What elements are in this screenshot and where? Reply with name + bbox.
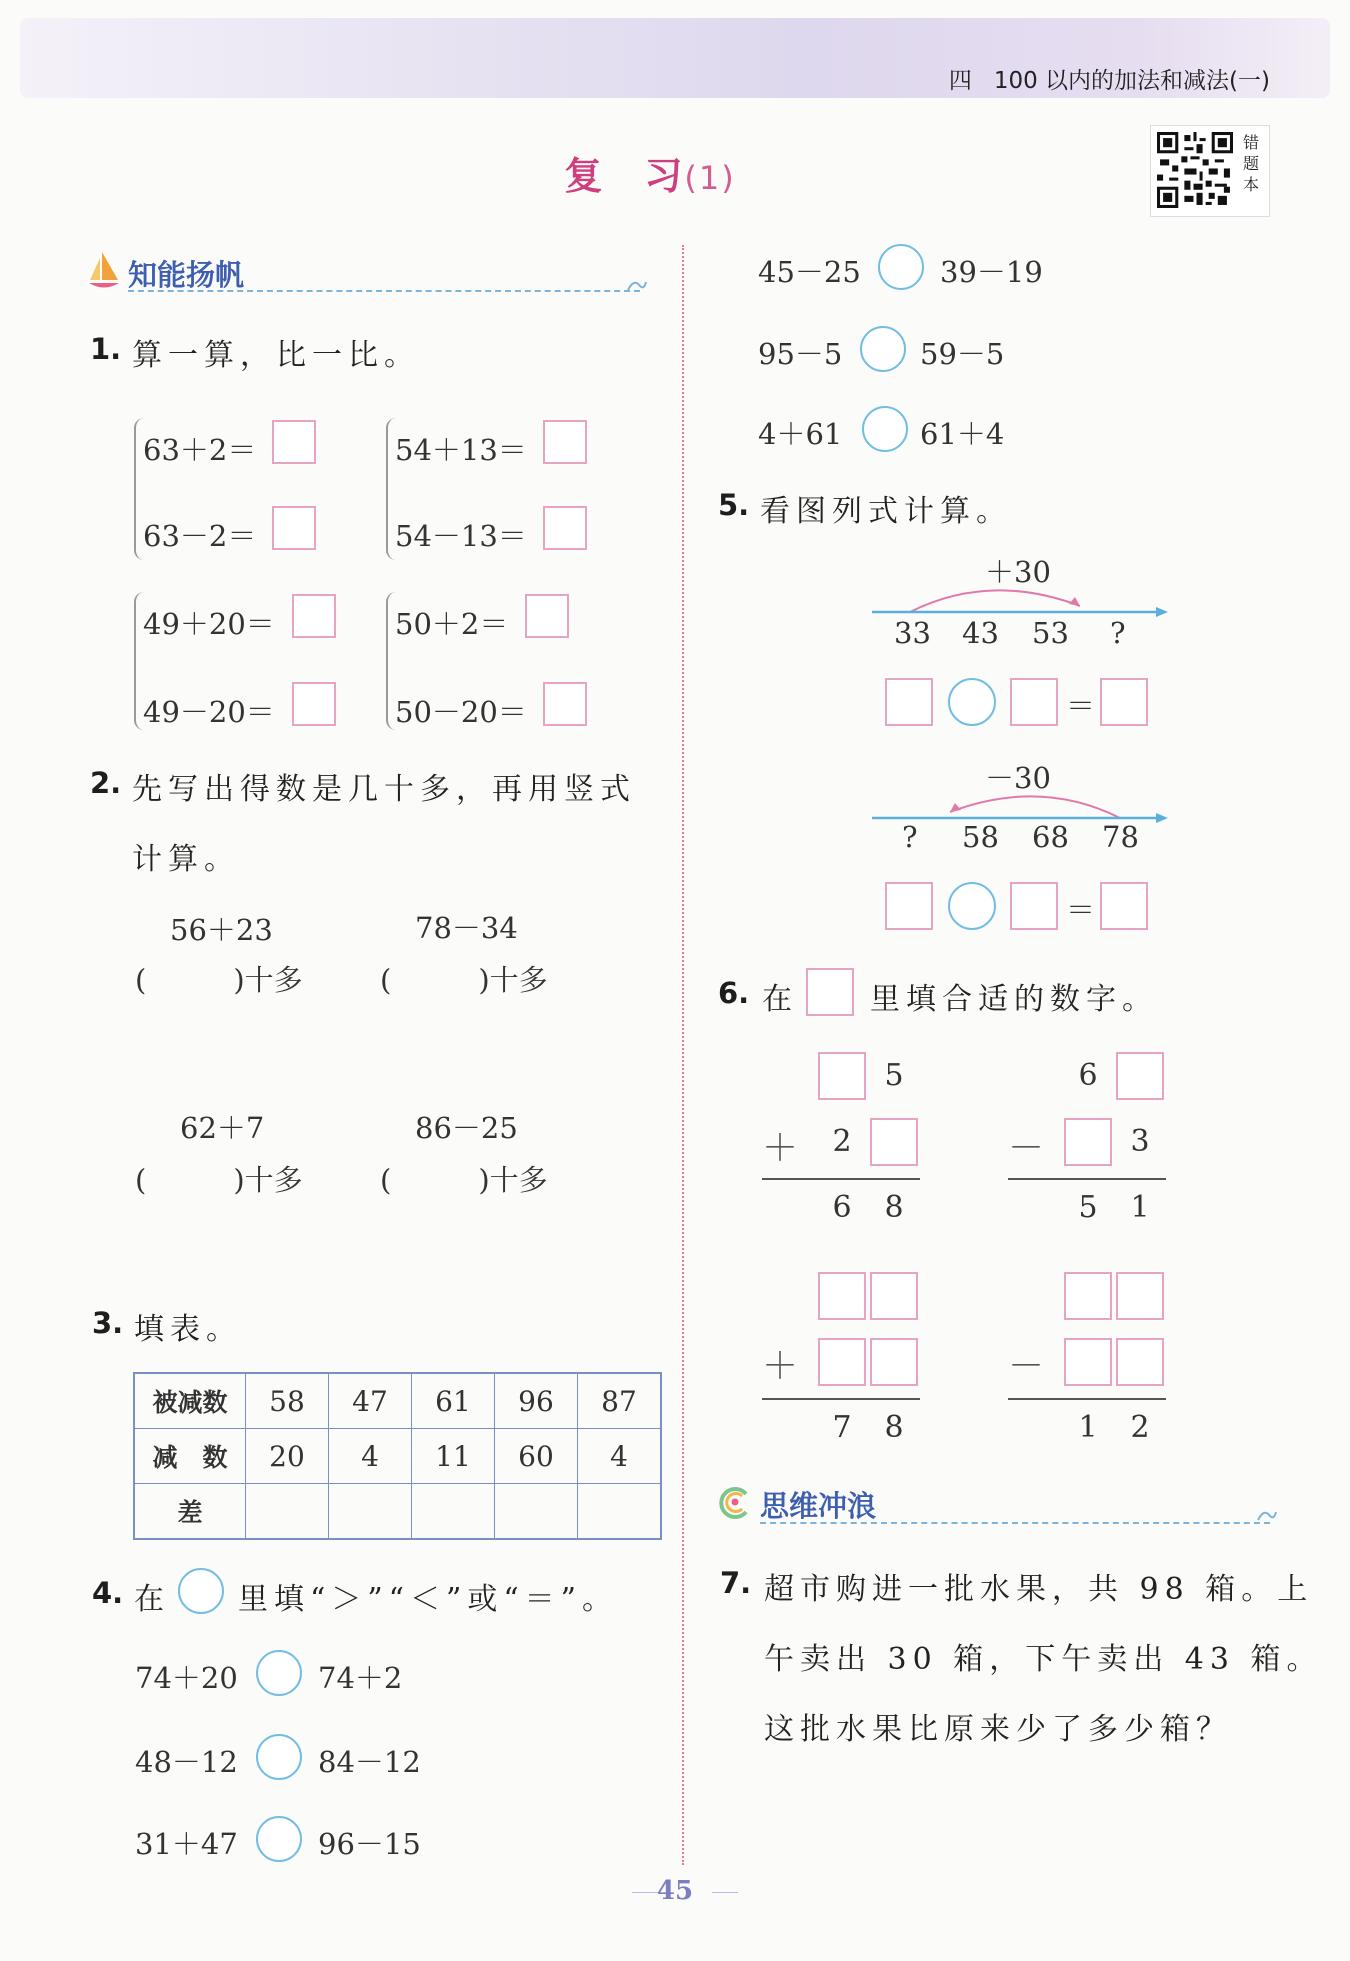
- answer-box[interactable]: [272, 506, 316, 550]
- digit-box[interactable]: [1064, 1338, 1112, 1386]
- subtraction-table: [133, 1372, 662, 1540]
- answer-box[interactable]: [885, 678, 933, 726]
- table-cell: 61: [412, 1373, 495, 1429]
- table-cell: 47: [329, 1373, 412, 1429]
- q4-left-expr: 48－12: [135, 1745, 238, 1779]
- digit-box[interactable]: [818, 1272, 866, 1320]
- compare-circle[interactable]: [256, 1816, 302, 1862]
- q7-number: 7.: [720, 1566, 752, 1600]
- table-answer-cell[interactable]: [412, 1484, 495, 1540]
- equals-sign: ＝: [1066, 689, 1096, 723]
- table-header: 差: [134, 1484, 246, 1540]
- operator-circle[interactable]: [948, 882, 996, 930]
- wave-icon: [626, 276, 648, 294]
- answer-box[interactable]: [272, 420, 316, 464]
- table-header: 减 数: [134, 1429, 246, 1484]
- operator-sign: ＋: [762, 1346, 799, 1387]
- q5-arc-label-2: －30: [985, 761, 1051, 795]
- wave-icon: [1256, 1506, 1278, 1524]
- q2-blank[interactable]: ( )十多: [380, 1163, 548, 1197]
- answer-box[interactable]: [292, 594, 336, 638]
- digit: 1: [1130, 1190, 1150, 1225]
- section-title-thinking: 思维冲浪: [760, 1489, 877, 1523]
- table-answer-cell[interactable]: [495, 1484, 578, 1540]
- q2-expr: 56＋23: [170, 913, 273, 947]
- q2-number: 2.: [90, 766, 122, 800]
- table-row-minuend: [134, 1373, 661, 1429]
- operator-sign: －: [1008, 1128, 1045, 1169]
- answer-box[interactable]: [543, 682, 587, 726]
- table-header: 被减数: [134, 1373, 246, 1429]
- q4-left-expr: 95－5: [758, 337, 843, 371]
- digit-box[interactable]: [870, 1272, 918, 1320]
- chapter-heading: [949, 62, 1270, 95]
- number-line-1: [870, 570, 1170, 620]
- q4-left-expr: 31＋47: [135, 1827, 238, 1861]
- number-line-tick: ?: [1110, 616, 1126, 650]
- q2-expr: 62＋7: [180, 1111, 265, 1145]
- answer-box[interactable]: [1100, 882, 1148, 930]
- compare-circle[interactable]: [860, 326, 906, 372]
- q2-blank[interactable]: ( )十多: [135, 1163, 303, 1197]
- q4-right-expr: 59－5: [920, 337, 1005, 371]
- chapter-number: 四: [948, 68, 972, 94]
- q2-expr: 78－34: [415, 911, 518, 945]
- number-line-tick: 78: [1102, 820, 1139, 854]
- table-cell: 58: [246, 1373, 329, 1429]
- q1-text: 算一算，比一比。: [132, 338, 420, 373]
- answer-box[interactable]: [885, 882, 933, 930]
- q1-expr: 49－20＝: [143, 695, 275, 729]
- q6-text-start: 在: [762, 982, 798, 1017]
- number-line-tick: 53: [1032, 616, 1069, 650]
- table-cell: 11: [412, 1429, 495, 1484]
- page-number: 45: [656, 1876, 694, 1906]
- q1-expr: 50＋2＝: [395, 607, 509, 641]
- sum-line: [762, 1178, 920, 1180]
- digit: 8: [884, 1190, 904, 1225]
- table-cell: 96: [495, 1373, 578, 1429]
- answer-box[interactable]: [525, 594, 569, 638]
- q1-expr: 54－13＝: [395, 519, 527, 553]
- table-row-subtrahend: [134, 1429, 661, 1484]
- q7-text-line2: 午卖出 30 箱，下午卖出 43 箱。: [764, 1642, 1323, 1677]
- digit: 1: [1078, 1410, 1098, 1445]
- table-cell: 4: [329, 1429, 412, 1484]
- q5-number: 5.: [718, 488, 750, 522]
- q4-right-expr: 84－12: [318, 1745, 421, 1779]
- q1-expr: 63＋2＝: [143, 433, 257, 467]
- number-line-tick: 68: [1032, 820, 1069, 854]
- digit-box[interactable]: [870, 1118, 918, 1166]
- table-cell: 87: [578, 1373, 662, 1429]
- q4-text-start: 在: [134, 1582, 170, 1617]
- operator-sign: ＋: [762, 1128, 799, 1169]
- difference-line: [1008, 1178, 1166, 1180]
- box-sample: [806, 968, 854, 1016]
- q4-left-expr: 74＋20: [135, 1661, 238, 1695]
- number-line-tick: 58: [962, 820, 999, 854]
- column-divider: [682, 245, 684, 1865]
- number-line-tick: 33: [894, 616, 931, 650]
- digit: 5: [884, 1058, 904, 1093]
- q2-expr: 86－25: [415, 1111, 518, 1145]
- circle-sample: [178, 1568, 224, 1614]
- section-line-knowledge: [128, 290, 640, 292]
- table-answer-cell[interactable]: [578, 1484, 662, 1540]
- q5-text: 看图列式计算。: [760, 494, 1012, 529]
- q1-number: 1.: [90, 332, 122, 366]
- digit-box[interactable]: [870, 1338, 918, 1386]
- table-answer-cell[interactable]: [246, 1484, 329, 1540]
- number-line-tick: ?: [902, 820, 918, 854]
- q5-arc-label-1: ＋30: [985, 555, 1051, 589]
- q4-left-expr: 4＋61: [758, 417, 843, 451]
- section-title-knowledge: 知能扬帆: [128, 258, 245, 292]
- answer-box[interactable]: [292, 682, 336, 726]
- q3-number: 3.: [92, 1306, 124, 1340]
- page-title-main: 复 习: [564, 154, 685, 198]
- digit: 3: [1130, 1124, 1150, 1159]
- operator-sign: －: [1008, 1346, 1045, 1387]
- q1-expr: 54＋13＝: [395, 433, 527, 467]
- digit: 8: [884, 1410, 904, 1445]
- q6-text-end: 里填合适的数字。: [870, 982, 1158, 1017]
- q2-text-line1: 先写出得数是几十多，再用竖式: [132, 772, 636, 807]
- compare-circle[interactable]: [256, 1650, 302, 1696]
- digit-box[interactable]: [1116, 1272, 1164, 1320]
- digit-box[interactable]: [818, 1052, 866, 1100]
- digit-box[interactable]: [1116, 1338, 1164, 1386]
- operator-circle[interactable]: [948, 678, 996, 726]
- digit-box[interactable]: [1116, 1052, 1164, 1100]
- number-line-tick: 43: [962, 616, 999, 650]
- q1-expr: 50－20＝: [395, 695, 527, 729]
- q4-left-expr: 45－25: [758, 255, 861, 289]
- section-line-thinking: [760, 1522, 1270, 1524]
- answer-box[interactable]: [543, 506, 587, 550]
- difference-line: [1008, 1398, 1166, 1400]
- compare-circle[interactable]: [256, 1734, 302, 1780]
- sum-line: [762, 1398, 920, 1400]
- qr-code-card[interactable]: [1150, 125, 1270, 217]
- qr-code-icon: [1157, 132, 1233, 208]
- q3-text: 填表。: [134, 1312, 242, 1347]
- digit: 2: [832, 1124, 852, 1159]
- answer-box[interactable]: [543, 420, 587, 464]
- digit: 6: [832, 1190, 852, 1225]
- digit: 7: [832, 1410, 852, 1445]
- brain-wave-icon: [716, 1484, 752, 1520]
- table-cell: 20: [246, 1429, 329, 1484]
- table-cell: 60: [495, 1429, 578, 1484]
- q6-number: 6.: [718, 976, 750, 1010]
- equals-sign: ＝: [1066, 893, 1096, 927]
- q4-number: 4.: [92, 1576, 124, 1610]
- table-answer-cell[interactable]: [329, 1484, 412, 1540]
- q4-text-end: 里填“＞”“＜”或“＝”。: [238, 1582, 619, 1617]
- q4-right-expr: 74＋2: [318, 1661, 403, 1695]
- q1-expr: 63－2＝: [143, 519, 257, 553]
- sailboat-icon: [88, 250, 120, 292]
- q2-text-line2: 计算。: [132, 842, 240, 877]
- q7-text-line1: 超市购进一批水果，共 98 箱。上: [764, 1572, 1314, 1607]
- answer-box[interactable]: [1010, 882, 1058, 930]
- digit: 2: [1130, 1410, 1150, 1445]
- digit: 5: [1078, 1190, 1098, 1225]
- q4-right-expr: 61＋4: [920, 417, 1005, 451]
- page-title-paren: (1): [684, 159, 736, 197]
- digit-box[interactable]: [1064, 1272, 1112, 1320]
- digit: 6: [1078, 1058, 1098, 1093]
- compare-circle[interactable]: [862, 406, 908, 452]
- qr-label: 错题本: [1242, 133, 1259, 194]
- digit-box[interactable]: [818, 1338, 866, 1386]
- q2-blank[interactable]: ( )十多: [380, 963, 548, 997]
- compare-circle[interactable]: [878, 244, 924, 290]
- q1-expr: 49＋20＝: [143, 607, 275, 641]
- q7-text-line3: 这批水果比原来少了多少箱？: [764, 1712, 1232, 1747]
- q4-right-expr: 39－19: [940, 255, 1043, 289]
- chapter-title: 100 以内的加法和减法(一): [993, 68, 1270, 94]
- digit-box[interactable]: [1064, 1118, 1112, 1166]
- answer-box[interactable]: [1100, 678, 1148, 726]
- number-line-2: [870, 776, 1170, 826]
- table-row-difference: [134, 1484, 661, 1540]
- page-title: [500, 145, 800, 200]
- table-cell: 4: [578, 1429, 662, 1484]
- q2-blank[interactable]: ( )十多: [135, 963, 303, 997]
- answer-box[interactable]: [1010, 678, 1058, 726]
- q4-right-expr: 96－15: [318, 1827, 421, 1861]
